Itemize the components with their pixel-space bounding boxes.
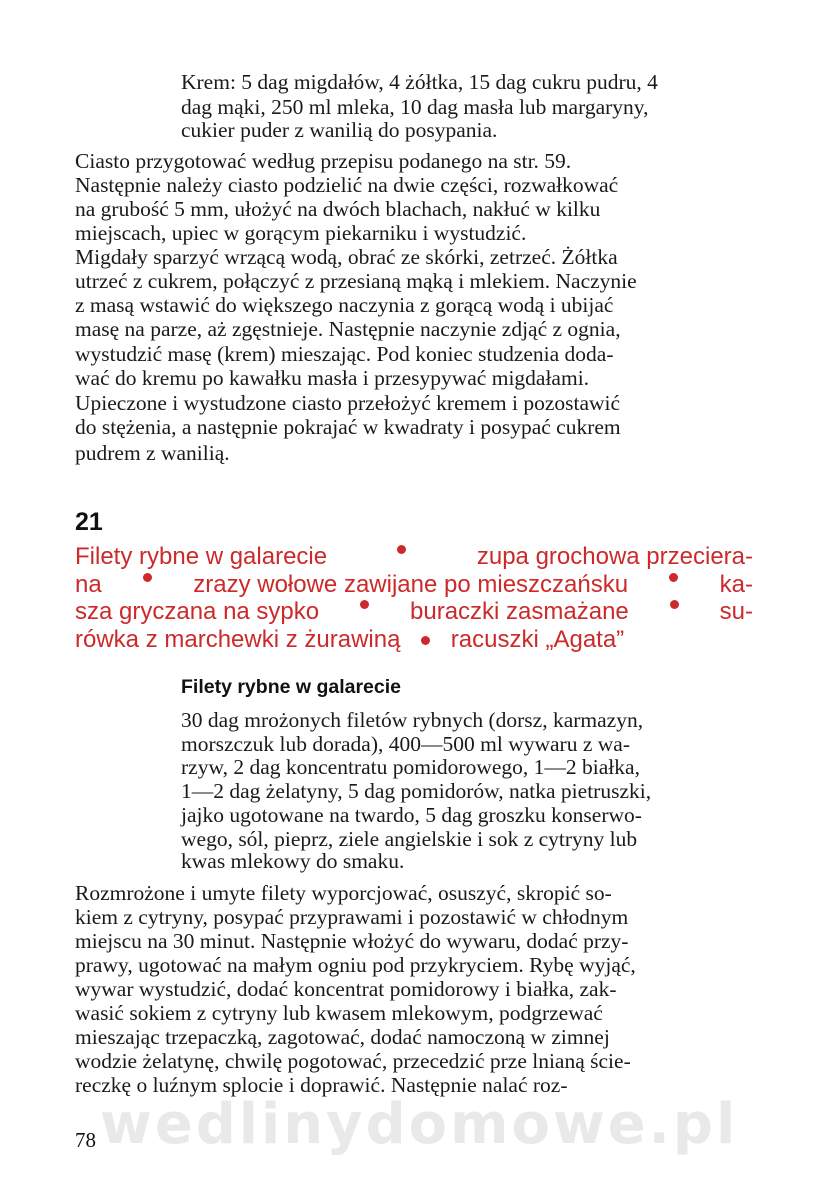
recipe-ingredients-line: kwas mlekowy do smaku.	[181, 849, 405, 873]
intro-body-line: Migdały sparzyć wrzącą wodą, obrać ze skórki, zetrzeć. Żółtka	[75, 245, 618, 269]
intro-body-line: Następnie należy ciasto podzielić na dwie części, rozwałkować	[75, 173, 619, 197]
intro-body-line: z masą wstawić do większego naczynia z gorącą wodą i ubijać	[75, 293, 614, 317]
recipe-instructions-line: reczkę o luźnym splocie i doprawić. Następnie nalać roz-	[75, 1073, 568, 1097]
recipe-ingredients-line: jajko ugotowane na twardo, 5 dag groszku konserwo-	[181, 803, 642, 827]
menu-item: rówka z marchewki z żurawiną	[75, 626, 401, 653]
menu-line-2	[75, 573, 753, 597]
menu-line-1	[75, 545, 753, 569]
intro-body-line: wać do kremu po kawałku masła i przesypywać migdałami.	[75, 366, 590, 390]
intro-body-line: Ciasto przygotować według przepisu podanego na str. 59.	[75, 149, 572, 173]
menu-item: su-	[719, 598, 753, 625]
recipe-ingredients-line: 30 dag mrożonych filetów rybnych (dorsz, karmazyn,	[181, 708, 644, 732]
menu-item: buraczki zasmażane	[410, 598, 629, 625]
recipe-instructions-line: miejscu na 30 minut. Następnie włożyć do wywaru, dodać przy-	[75, 929, 629, 953]
menu-item: Filety rybne w galarecie	[75, 543, 328, 570]
recipe-ingredients-line: morszczuk lub dorada), 400—500 ml wywaru z wa-	[181, 732, 630, 756]
intro-body-line: Upieczone i wystudzone ciasto przełożyć kremem i pozostawić	[75, 391, 621, 415]
menu-item: sza gryczana na sypko	[75, 598, 320, 625]
page-number: 78	[75, 1128, 96, 1152]
bullet-icon	[143, 573, 152, 582]
intro-body-line: utrzeć z cukrem, połączyć z przesianą mąką i mlekiem. Naczynie	[75, 269, 637, 293]
recipe-title: Filety rybne w galarecie	[181, 676, 402, 698]
menu-item: zupa grochowa przeciera-	[476, 543, 753, 570]
bullet-icon	[360, 600, 369, 609]
bullet-icon	[397, 545, 406, 554]
recipe-instructions-line: wasić sokiem z cytryny lub kwasem mlekowym, podgrzewać	[75, 1001, 603, 1025]
intro-ingredients-line: Krem: 5 dag migdałów, 4 żółtka, 15 dag cukru pudru, 4	[181, 70, 658, 94]
menu-item: ka-	[719, 571, 753, 598]
bullet-icon	[421, 636, 430, 645]
menu-line-3	[75, 600, 753, 624]
recipe-ingredients-line: rzyw, 2 dag koncentratu pomidorowego, 1—2 białka,	[181, 755, 640, 779]
menu-item: na	[75, 571, 102, 598]
intro-body-line: wystudzić masę (krem) mieszając. Pod koniec studzenia doda-	[75, 342, 614, 366]
intro-body-line: masę na parze, aż zgęstnieje. Następnie naczynie zdjąć z ognia,	[75, 317, 621, 341]
recipe-instructions-line: mieszając trzepaczką, zagotować, dodać namoczoną w zimnej	[75, 1025, 610, 1049]
intro-body-line: do stężenia, a następnie pokrajać w kwadraty i posypać cukrem	[75, 415, 621, 439]
recipe-instructions-line: kiem z cytryny, posypać przyprawami i pozostawić w chłodnym	[75, 905, 629, 929]
recipe-instructions-line: wywar wystudzić, dodać koncentrat pomidorowy i białka, zak-	[75, 977, 617, 1001]
menu-item: zrazy wołowe zawijane po mieszczańsku	[193, 571, 629, 598]
recipe-ingredients-line: 1—2 dag żelatyny, 5 dag pomidorów, natka pietruszki,	[181, 779, 652, 803]
intro-body-line: pudrem z wanilią.	[75, 441, 230, 465]
recipe-ingredients-line: wego, sól, pieprz, ziele angielskie i sok z cytryny lub	[181, 827, 638, 851]
intro-body-line: na grubość 5 mm, ułożyć na dwóch blachach, nakłuć w kilku	[75, 197, 601, 221]
section-number: 21	[75, 508, 103, 536]
intro-ingredients-line: cukier puder z wanilią do posypania.	[181, 118, 498, 142]
intro-ingredients-line: dag mąki, 250 ml mleka, 10 dag masła lub margaryny,	[181, 95, 649, 119]
menu-line-4	[75, 628, 753, 652]
bullet-icon	[669, 573, 678, 582]
intro-body-line: miejscach, upiec w gorącym piekarniku i wystudzić.	[75, 221, 527, 245]
recipe-instructions-line: Rozmrożone i umyte filety wyporcjować, osuszyć, skropić so-	[75, 881, 612, 905]
watermark: wedlinydomowe.pl	[100, 1092, 739, 1157]
menu-item: racuszki „Agata”	[450, 626, 625, 653]
recipe-instructions-line: prawy, ugotować na małym ogniu pod przykryciem. Rybę wyjąć,	[75, 953, 636, 977]
bullet-icon	[670, 600, 679, 609]
recipe-instructions-line: wodzie żelatynę, chwilę pogotować, przecedzić prze lnianą ście-	[75, 1049, 631, 1073]
